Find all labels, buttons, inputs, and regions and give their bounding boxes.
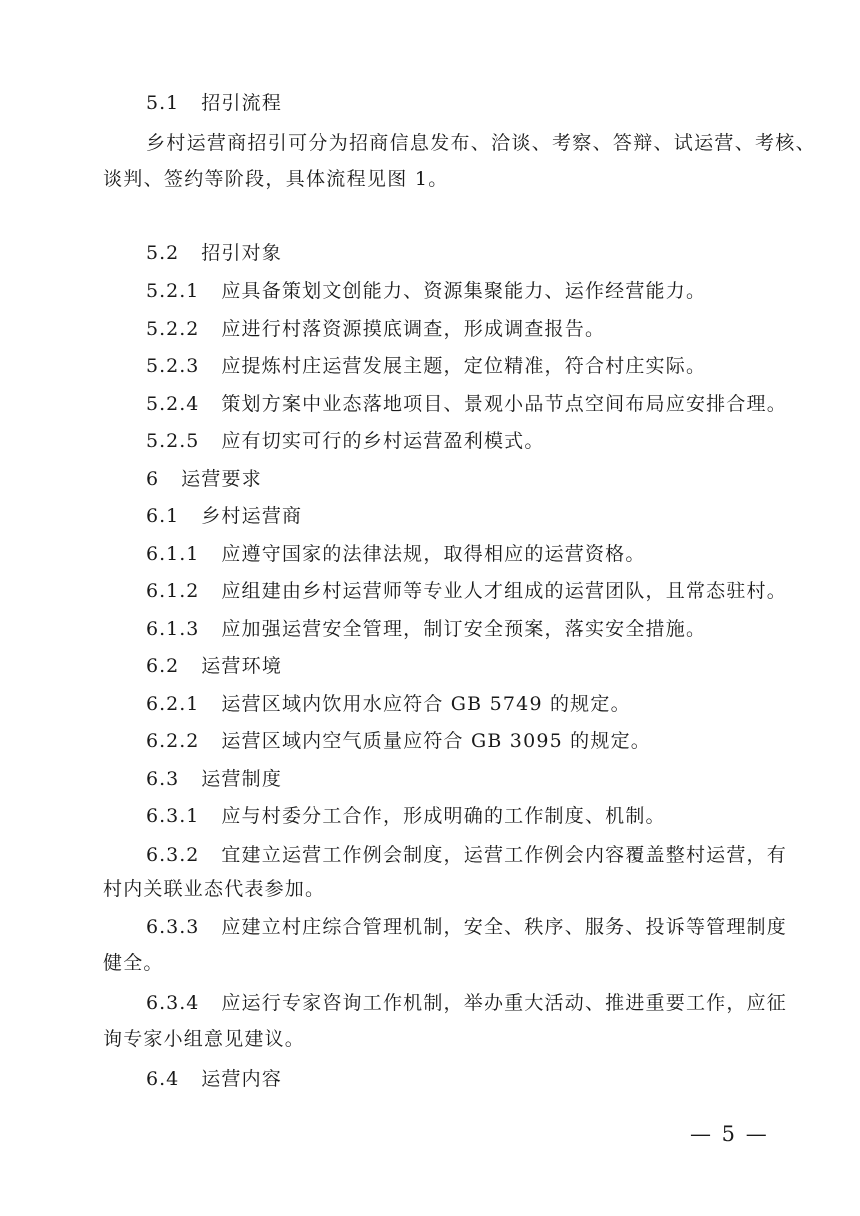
clause-6-3-1 [146, 803, 666, 829]
clause-6-3-4 [146, 990, 787, 1016]
heading-title: 运营内容 [201, 1068, 283, 1090]
clause-number: 6.3.3 [146, 916, 200, 938]
clause-6-1-3 [146, 616, 706, 642]
heading-title: 乡村运营商 [201, 505, 303, 527]
paragraph-line: 谈判、签约等阶段，具体流程见图 1。 [103, 168, 449, 190]
clause-continuation: 询专家小组意见建议。 [103, 1028, 306, 1050]
heading-number: 5.2 [146, 242, 180, 264]
paragraph-line: 乡村运营商招引可分为招商信息发布、洽谈、考察、答辩、试运营、考核、 [146, 132, 816, 154]
heading-number: 6.2 [146, 655, 180, 677]
clause-continuation: 村内关联业态代表参加。 [103, 878, 326, 900]
clause-text: 应具备策划文创能力、资源集聚能力、运作经营能力。 [221, 280, 707, 302]
clause-number: 6.2.1 [146, 693, 200, 715]
heading-6-3 [146, 766, 282, 792]
clause-text: 应进行村落资源摸底调查，形成调查报告。 [221, 318, 606, 340]
clause-5-2-4 [146, 391, 787, 417]
page-number: — 5 — [690, 1122, 769, 1146]
heading-title: 运营要求 [181, 468, 262, 490]
clause-number: 6.3.4 [146, 992, 200, 1014]
clause-text: 应遵守国家的法律法规，取得相应的运营资格。 [221, 543, 646, 565]
clause-number: 5.2.3 [146, 355, 200, 377]
heading-number: 5.1 [146, 92, 180, 114]
clause-6-3-2 [146, 842, 787, 868]
clause-6-1-1 [146, 541, 646, 567]
clause-number: 6.1.3 [146, 618, 200, 640]
clause-5-2-5 [146, 428, 545, 454]
clause-number: 6.3.1 [146, 805, 200, 827]
heading-6 [146, 466, 262, 492]
clause-text: 应有切实可行的乡村运营盈利模式。 [221, 430, 545, 452]
clause-number: 6.1.2 [146, 580, 200, 602]
clause-number: 6.1.1 [146, 543, 200, 565]
heading-number: 6.4 [146, 1068, 180, 1090]
clause-text: 应加强运营安全管理，制订安全预案，落实安全措施。 [221, 618, 707, 640]
heading-title: 招引流程 [201, 92, 283, 114]
heading-number: 6 [146, 468, 160, 490]
heading-5-2 [146, 240, 282, 266]
clause-6-2-2 [146, 728, 651, 754]
clause-5-2-2 [146, 316, 605, 342]
clause-number: 6.3.2 [146, 844, 200, 866]
clause-number: 6.2.2 [146, 730, 200, 752]
clause-text: 应与村委分工合作，形成明确的工作制度、机制。 [221, 805, 666, 827]
heading-6-4 [146, 1066, 282, 1092]
clause-5-2-1 [146, 278, 706, 304]
clause-text: 运营区域内空气质量应符合 GB 3095 的规定。 [221, 730, 651, 752]
clause-number: 5.2.2 [146, 318, 200, 340]
clause-5-2-3 [146, 353, 706, 379]
clause-text: 应提炼村庄运营发展主题，定位精准，符合村庄实际。 [221, 355, 707, 377]
clause-number: 5.2.5 [146, 430, 200, 452]
clause-6-2-1 [146, 691, 631, 717]
heading-number: 6.1 [146, 505, 180, 527]
clause-number: 5.2.1 [146, 280, 200, 302]
heading-title: 招引对象 [201, 242, 283, 264]
clause-text: 应组建由乡村运营师等专业人才组成的运营团队，且常态驻村。 [221, 580, 787, 602]
heading-number: 6.3 [146, 768, 180, 790]
clause-text: 宜建立运营工作例会制度，运营工作例会内容覆盖整村运营，有 [221, 844, 787, 866]
heading-6-2 [146, 653, 282, 679]
clause-text: 策划方案中业态落地项目、景观小品节点空间布局应安排合理。 [221, 393, 787, 415]
clause-continuation: 健全。 [103, 952, 164, 974]
clause-6-3-3 [146, 914, 787, 940]
heading-title: 运营环境 [201, 655, 283, 677]
heading-title: 运营制度 [201, 768, 283, 790]
clause-6-1-2 [146, 578, 787, 604]
clause-text: 运营区域内饮用水应符合 GB 5749 的规定。 [221, 693, 631, 715]
heading-5-1 [146, 90, 282, 116]
heading-6-1 [146, 503, 302, 529]
clause-number: 5.2.4 [146, 393, 200, 415]
clause-text: 应建立村庄综合管理机制，安全、秩序、服务、投诉等管理制度 [221, 916, 787, 938]
clause-text: 应运行专家咨询工作机制，举办重大活动、推进重要工作，应征 [221, 992, 787, 1014]
